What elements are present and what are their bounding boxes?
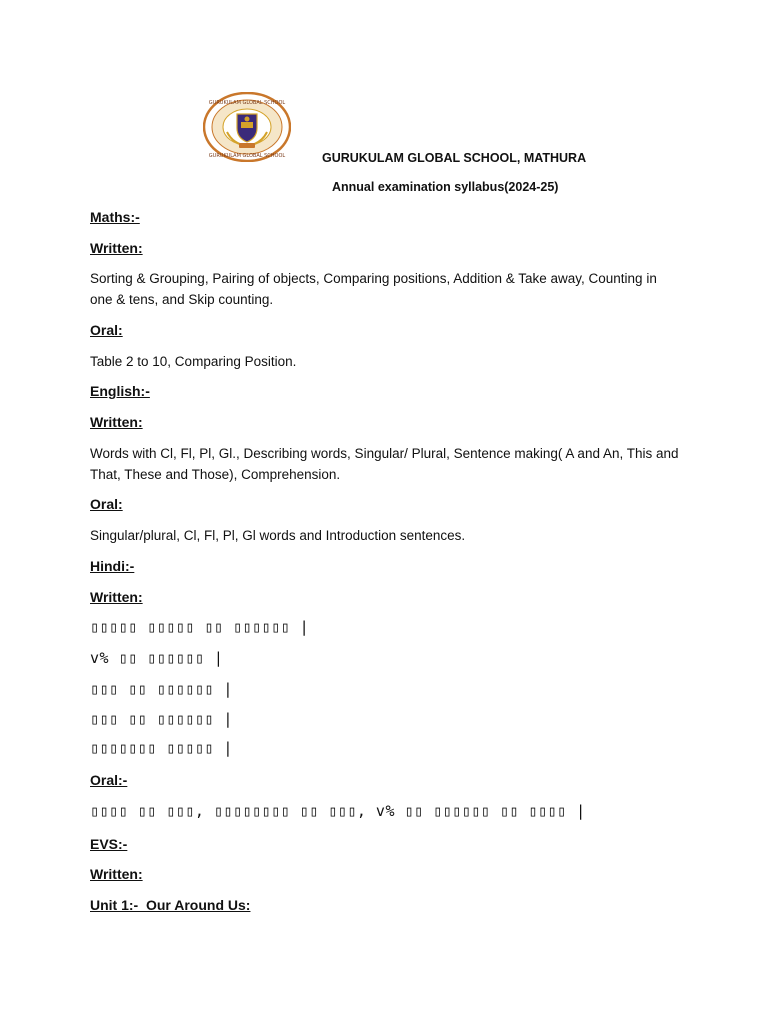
maths-oral-label: Oral: [90,322,123,338]
syllabus-title: Annual examination syllabus(2024-25) [332,180,559,194]
hindi-heading: Hindi:- [90,558,135,574]
maths-written-label: Written: [90,240,143,256]
hindi-written-label: Written: [90,589,143,605]
hindi-written-line: ▯▯▯▯▯▯▯ ▯▯▯▯▯ | [90,739,233,757]
logo-text-bottom: GURUKULAM GLOBAL SCHOOL [208,153,286,159]
english-written-text: Words with Cl, Fl, Pl, Gl., Describing words, Singular/ Plural, Sentence making( A and An, This and That, These and Those), Comprehension. [90,446,679,482]
logo-text-top: GURUKULAM GLOBAL SCHOOL [208,100,286,106]
maths-written-text: Sorting & Grouping, Pairing of objects, Comparing positions, Addition & Take away, Counting in one & tens, and Skip counting. [90,271,657,307]
english-heading: English:- [90,383,150,399]
english-oral-text: Singular/plural, Cl, Fl, Pl, Gl words and Introduction sentences. [90,528,466,543]
school-logo [203,92,291,162]
hindi-written-line: ▯▯▯ ▯▯ ▯▯▯▯▯▯ | [90,680,233,698]
school-name: GURUKULAM GLOBAL SCHOOL, MATHURA [322,151,587,165]
evs-written-label: Written: [90,866,143,882]
hindi-oral-label: Oral:- [90,772,128,788]
english-oral-label: Oral: [90,496,123,512]
evs-heading: EVS:- [90,836,128,852]
hindi-written-line: ▯▯▯▯▯ ▯▯▯▯▯ ▯▯ ▯▯▯▯▯▯ | [90,618,310,636]
maths-heading: Maths:- [90,209,140,225]
hindi-written-line: ▯▯▯ ▯▯ ▯▯▯▯▯▯ | [90,710,233,728]
hindi-oral-text: ▯▯▯▯ ▯▯ ▯▯▯, ▯▯▯▯▯▯▯▯ ▯▯ ▯▯▯, v% ▯▯ ▯▯▯▯▯▯ ▯▯ ▯▯▯▯ | [90,802,586,820]
maths-oral-text: Table 2 to 10, Comparing Position. [90,354,297,369]
evs-unit1-label: Unit 1:- Our Around Us: [90,897,251,913]
english-written-label: Written: [90,414,143,430]
hindi-written-line: v% ▯▯ ▯▯▯▯▯▯ | [90,649,224,667]
